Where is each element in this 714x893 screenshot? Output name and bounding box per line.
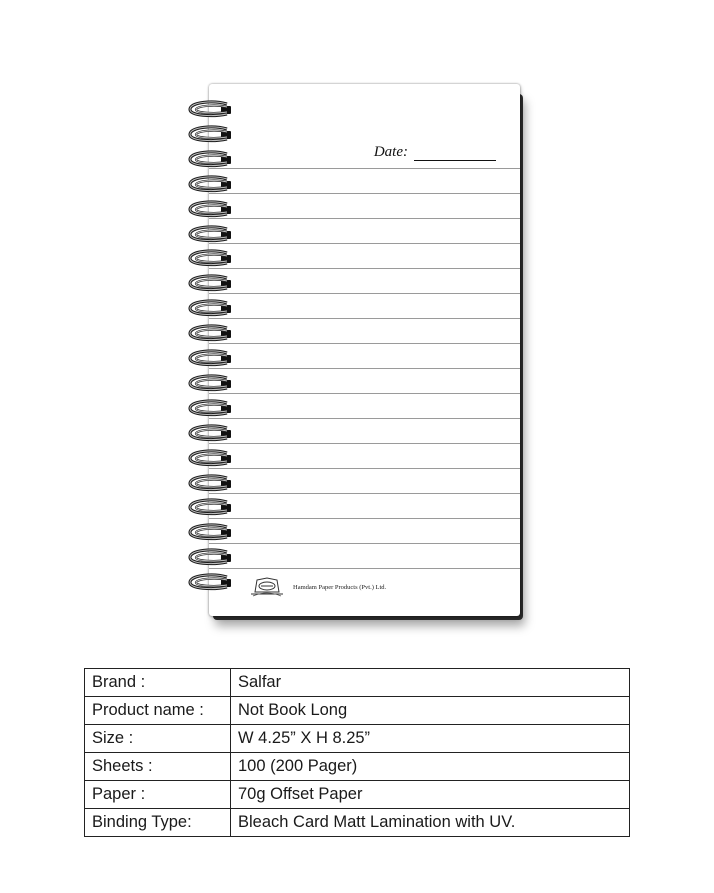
spec-label: Size :: [85, 725, 231, 753]
spec-label: Brand :: [85, 669, 231, 697]
ruled-line: [209, 493, 520, 518]
spec-label: Binding Type:: [85, 809, 231, 837]
ruled-line: [209, 268, 520, 293]
spec-label: Paper :: [85, 781, 231, 809]
ruled-line: [209, 468, 520, 493]
spiral-coil-icon: [187, 150, 235, 168]
spiral-coil-icon: [187, 548, 235, 566]
table-row: [85, 725, 630, 753]
spec-value: W 4.25” X H 8.25”: [231, 725, 630, 753]
table-row: [85, 669, 630, 697]
spiral-coil-icon: [187, 374, 235, 392]
notebook-page: [209, 84, 520, 616]
spec-value: Bleach Card Matt Lamination with UV.: [231, 809, 630, 837]
ruled-line: [209, 243, 520, 268]
date-label: Date:: [373, 144, 408, 160]
company-logo-icon: [249, 576, 285, 598]
ruled-line: [209, 193, 520, 218]
spiral-coil-icon: [187, 399, 235, 417]
spec-label: Product name :: [85, 697, 231, 725]
spiral-coil-icon: [187, 274, 235, 292]
spiral-coil-icon: [187, 349, 235, 367]
spiral-coil-icon: [187, 299, 235, 317]
product-specs-table: [84, 668, 630, 837]
date-underline: [414, 147, 496, 161]
ruled-line: [209, 368, 520, 393]
spiral-coil-icon: [187, 498, 235, 516]
spiral-coil-icon: [187, 200, 235, 218]
spec-value: 100 (200 Pager): [231, 753, 630, 781]
spec-value: 70g Offset Paper: [231, 781, 630, 809]
table-row: [85, 809, 630, 837]
spiral-coil-icon: [187, 523, 235, 541]
ruled-line: [209, 518, 520, 543]
ruled-line: [209, 393, 520, 418]
spiral-coil-icon: [187, 424, 235, 442]
date-field: [374, 144, 496, 161]
spiral-coil-icon: [187, 125, 235, 143]
ruled-line: [209, 168, 520, 193]
spiral-coil-icon: [187, 225, 235, 243]
spiral-coil-icon: [187, 100, 235, 118]
ruled-line: [209, 218, 520, 243]
spiral-coil-icon: [187, 573, 235, 591]
table-row: [85, 753, 630, 781]
ruled-line: [209, 443, 520, 468]
table-row: [85, 781, 630, 809]
spiral-coil-icon: [187, 175, 235, 193]
ruled-line: [209, 293, 520, 318]
company-name: Hamdam Paper Products (Pvt.) Ltd.: [293, 583, 387, 591]
ruled-line: [209, 343, 520, 368]
spiral-coil-icon: [187, 449, 235, 467]
spec-value: Not Book Long: [231, 697, 630, 725]
spec-label: Sheets :: [85, 753, 231, 781]
ruled-line: [209, 543, 520, 568]
ruled-line: [209, 418, 520, 443]
spiral-coil-icon: [187, 474, 235, 492]
table-row: [85, 697, 630, 725]
spiral-coil-icon: [187, 324, 235, 342]
spec-value: Salfar: [231, 669, 630, 697]
notebook-image: [187, 84, 523, 620]
ruled-line: [209, 318, 520, 343]
page-footer: [249, 576, 386, 598]
spiral-coil-icon: [187, 249, 235, 267]
ruled-lines: [209, 168, 520, 593]
